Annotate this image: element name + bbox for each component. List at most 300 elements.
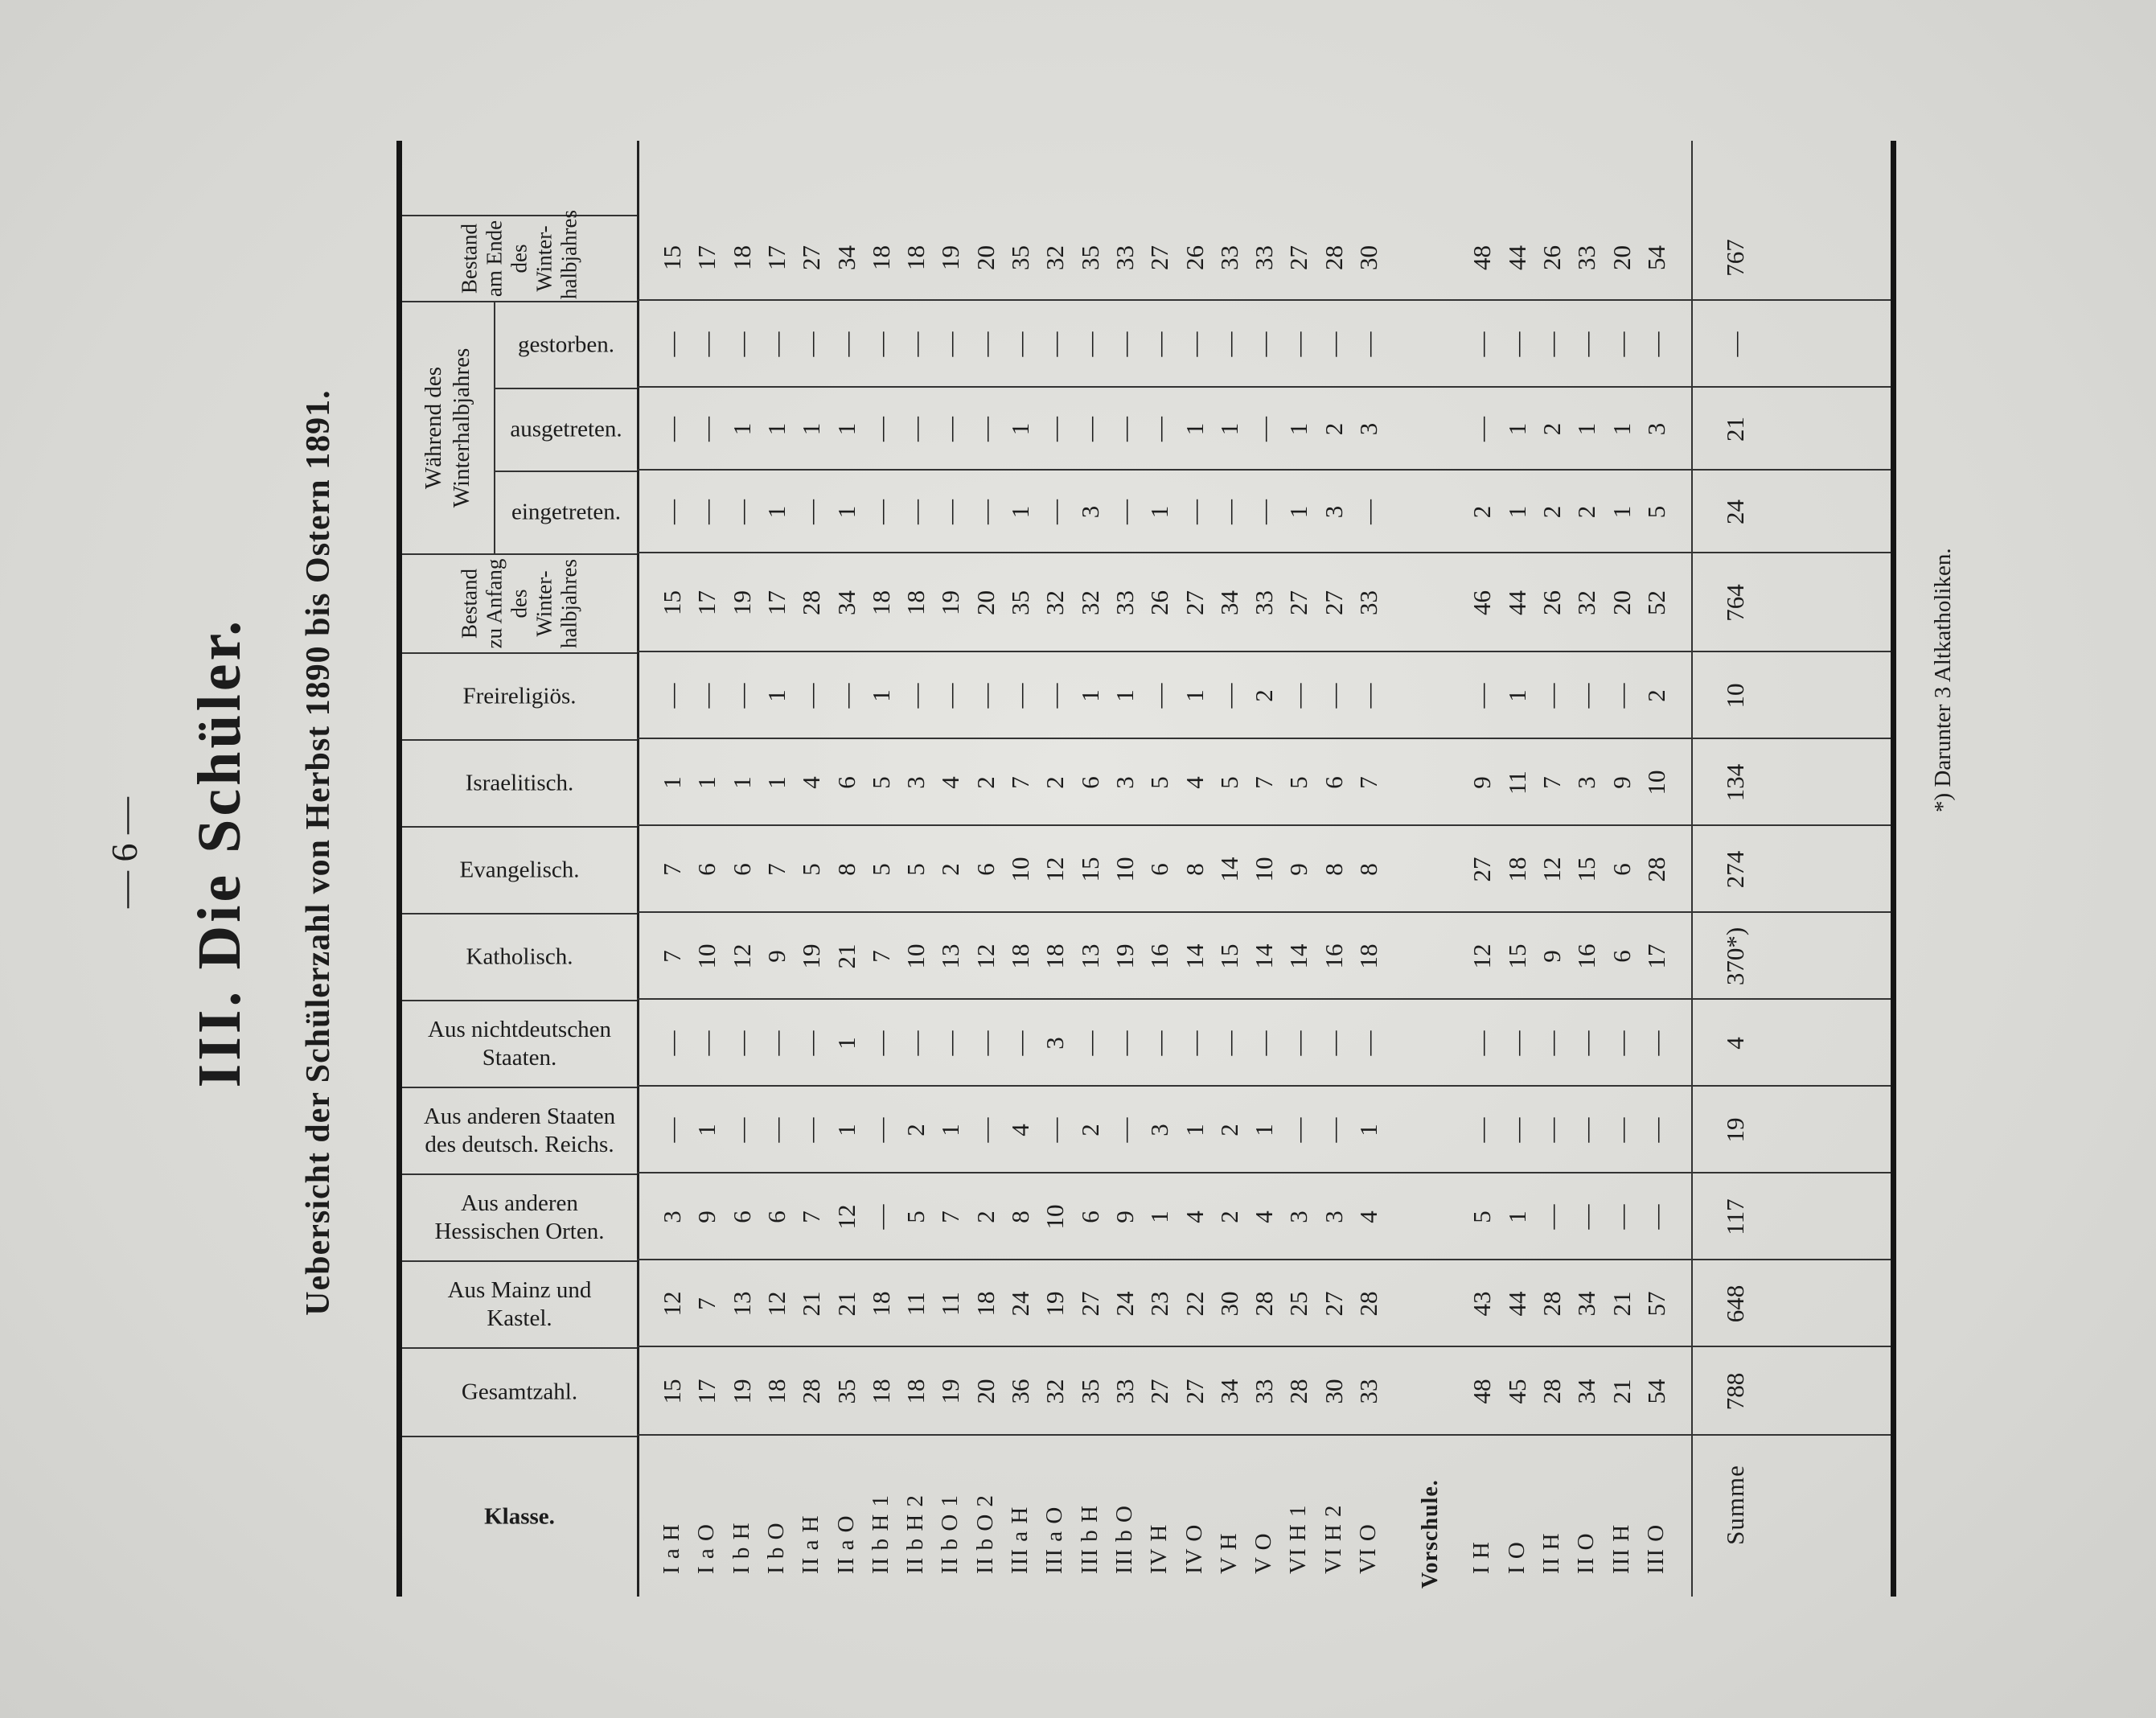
table-row-12-cell: 15 [1075, 857, 1104, 882]
table-row-3-cell: — [762, 1030, 791, 1056]
table-row-2-cell: — [727, 331, 756, 357]
summe-cell: 24 [1721, 499, 1750, 524]
table-row-19-cell: 30 [1319, 1379, 1348, 1404]
vorschule-row-3-cell: — [1572, 331, 1601, 357]
page-number: — 6 — [104, 797, 145, 908]
table-row-16-cell: 34 [1214, 590, 1243, 615]
table-subtitle: Uebersicht der Schülerzahl von Herbst 1890 bis Ostern 1891. [300, 389, 337, 1316]
table-row-9-cell: 6 [971, 863, 1000, 876]
vorschule-row-0-cell: 48 [1468, 245, 1497, 270]
table-row-20-cell: VI O [1355, 1523, 1381, 1574]
table-row-6-cell: — [866, 1030, 895, 1056]
table-row-7-cell: — [901, 417, 930, 442]
vorschule-row-0-cell: 12 [1468, 943, 1497, 969]
table-row-17-cell: 33 [1250, 590, 1279, 615]
table-row-6-cell: 7 [866, 950, 895, 963]
table-row-2-cell: 18 [727, 245, 756, 270]
header-bestand_ende [402, 210, 637, 301]
table-row-6-cell: 18 [866, 245, 895, 270]
table-row-3-cell: 9 [762, 950, 791, 963]
table-row-13-cell: III b O [1111, 1505, 1137, 1574]
table-row-0-cell: 3 [658, 1210, 686, 1223]
header-label-hessen: Aus anderen Hessischen Orten. [434, 1190, 605, 1244]
table-row-18-cell: VI H 1 [1285, 1504, 1312, 1574]
table-row-5-cell: 12 [832, 1204, 860, 1230]
table-row-18-cell: 14 [1284, 943, 1313, 969]
vorschule-row-2-cell: 7 [1537, 776, 1566, 789]
table-row-11-cell: 10 [1041, 1204, 1070, 1230]
table-row-4-cell: 1 [797, 422, 826, 436]
header-label-ausgetreten: ausgetreten. [510, 417, 622, 442]
table-row-12-cell: 3 [1075, 505, 1104, 519]
vorschule-row-5-cell: 2 [1641, 689, 1670, 702]
table-row-7-cell: — [901, 499, 930, 524]
vorschule-row-1-cell: 15 [1502, 943, 1531, 969]
table-row-14-cell: 1 [1145, 505, 1174, 519]
table-row-9-cell: — [971, 683, 1000, 709]
table-row-1-cell: 17 [692, 1379, 721, 1404]
vorschule-row-5-cell: 54 [1641, 1379, 1670, 1404]
summe-cell: — [1721, 331, 1750, 357]
vorschule-row-1-cell: 44 [1502, 590, 1531, 615]
table-row-15-cell: 22 [1180, 1291, 1209, 1317]
table-row-7-cell: 11 [901, 1292, 930, 1316]
table-row-3-cell: — [762, 1117, 791, 1143]
table-row-11-cell: 32 [1041, 245, 1070, 270]
table-row-5-cell: — [832, 683, 860, 709]
table-row-6-cell: — [866, 1204, 895, 1230]
table-row-17-cell: 4 [1250, 1210, 1279, 1223]
table-row-6-cell: — [866, 499, 895, 524]
vorschule-row-0-cell: 27 [1468, 857, 1497, 882]
table-row-7-cell: 2 [901, 1124, 930, 1136]
summe-cell: 19 [1721, 1117, 1750, 1143]
table-row-10-cell: 7 [1006, 776, 1034, 789]
table-row-15-cell: 4 [1180, 776, 1209, 789]
table-row-5-cell: 1 [832, 1037, 860, 1050]
table-row-13-cell: 33 [1110, 245, 1139, 270]
table-row-0-cell: 15 [658, 245, 686, 270]
table-row-17-cell: — [1250, 499, 1279, 524]
table-row-16-cell: — [1214, 331, 1243, 357]
summe-cell: 10 [1721, 683, 1750, 709]
table-row-12-cell: 13 [1075, 943, 1104, 969]
table-row-7-cell: 18 [901, 245, 930, 270]
summe-cell: 788 [1721, 1372, 1750, 1411]
table-row-10-cell: 18 [1006, 943, 1034, 969]
table-row-11-cell: 32 [1041, 590, 1070, 615]
vorschule-row-0-cell: — [1468, 331, 1497, 357]
table-row-18-cell: — [1284, 1030, 1313, 1056]
table-row-16-cell: 30 [1214, 1291, 1243, 1317]
vorschule-row-5-cell: 5 [1641, 505, 1670, 519]
table-row-16-cell: 34 [1214, 1379, 1243, 1404]
table-row-13-cell: — [1110, 417, 1139, 442]
table-row-11-cell: 32 [1041, 1379, 1070, 1404]
table-row-8-cell: 7 [936, 1210, 965, 1223]
vorschule-row-0-cell: — [1468, 1117, 1497, 1143]
table-row-6-cell: 18 [866, 590, 895, 615]
table-row-14-cell: IV H [1146, 1523, 1172, 1574]
vorschule-row-0-cell: 48 [1468, 1379, 1497, 1404]
vorschule-row-4-cell: — [1607, 331, 1636, 357]
table-row-1-cell: 9 [692, 1210, 721, 1223]
table-row-2-cell: 19 [727, 590, 756, 615]
table-row-4-cell: 7 [797, 1210, 826, 1223]
table-row-15-cell: 1 [1180, 689, 1209, 702]
table-row-8-cell: — [936, 1030, 965, 1056]
vorschule-row-1-cell: — [1502, 1117, 1531, 1143]
table-row-10-cell: 1 [1006, 422, 1034, 436]
header-gesamtzahl [402, 1347, 637, 1436]
vorschule-row-0-cell: 46 [1468, 590, 1497, 615]
table-row-8-cell: — [936, 417, 965, 442]
table-row-15-cell: — [1180, 499, 1209, 524]
header-evangelisch [402, 826, 637, 913]
table-row-19-cell: 27 [1319, 1291, 1348, 1317]
header-label-ausland: Aus nichtdeutschen Staaten. [428, 1017, 611, 1071]
table-row-19-cell: 27 [1319, 590, 1348, 615]
table-row-1-cell: I a O [693, 1523, 720, 1574]
table-row-0-cell: 7 [658, 950, 686, 963]
table-row-4-cell: — [797, 331, 826, 357]
table-row-6-cell: — [866, 331, 895, 357]
table-row-2-cell: 19 [727, 1379, 756, 1404]
table-row-2-cell: — [727, 683, 756, 709]
table-row-1-cell: 7 [692, 1297, 721, 1310]
vorschule-row-2-cell: 26 [1537, 590, 1566, 615]
summe-cell: 21 [1721, 417, 1750, 442]
vorschule-row-3-cell: 1 [1572, 422, 1601, 436]
table-row-13-cell: 19 [1110, 943, 1139, 969]
table-row-14-cell: 3 [1145, 1124, 1174, 1136]
table-row-0-cell: — [658, 1030, 686, 1056]
table-row-5-cell: 21 [832, 1291, 860, 1317]
table-row-4-cell: II a H [798, 1515, 824, 1574]
table-row-9-cell: — [971, 499, 1000, 524]
table-row-5-cell: 6 [832, 776, 860, 789]
table-row-1-cell: 1 [692, 1124, 721, 1136]
table-row-7-cell: 3 [901, 776, 930, 789]
table-row-11-cell: — [1041, 683, 1070, 709]
vorschule-row-1-cell: 1 [1502, 505, 1531, 519]
vorschule-row-4-cell: 1 [1607, 422, 1636, 436]
vorschule-row-1-cell: I O [1503, 1541, 1530, 1574]
vorschule-row-1-cell: 11 [1502, 771, 1531, 795]
table-row-19-cell: 28 [1319, 245, 1348, 270]
vorschule-row-0-cell: 2 [1468, 505, 1497, 519]
table-row-14-cell: 26 [1145, 590, 1174, 615]
vorschule-row-2-cell: — [1537, 1117, 1566, 1143]
table-row-16-cell: 14 [1214, 857, 1243, 882]
table-row-15-cell: — [1180, 331, 1209, 357]
table-row-8-cell: — [936, 683, 965, 709]
table-row-0-cell: 1 [658, 776, 686, 789]
table-row-15-cell: IV O [1181, 1523, 1207, 1574]
table-row-5-cell: 8 [832, 863, 860, 876]
header-freireligioes [402, 652, 637, 739]
vorschule-row-3-cell: 34 [1572, 1291, 1601, 1317]
table-row-9-cell: 20 [971, 245, 1000, 270]
table-row-8-cell: 19 [936, 1379, 965, 1404]
table-row-20-cell: 1 [1354, 1124, 1382, 1136]
vorschule-row-4-cell: 21 [1607, 1291, 1636, 1317]
vorschule-row-3-cell: 2 [1572, 505, 1601, 519]
table-row-20-cell: 8 [1354, 863, 1382, 876]
table-row-10-cell: 8 [1006, 1210, 1034, 1223]
vorschule-row-1-cell: 18 [1502, 857, 1531, 882]
vorschule-row-4-cell: III H [1608, 1523, 1634, 1574]
table-row-7-cell: — [901, 1030, 930, 1056]
table-row-18-cell: — [1284, 1117, 1313, 1143]
vorschule-row-2-cell: 28 [1537, 1379, 1566, 1404]
table-row-19-cell: — [1319, 331, 1348, 357]
table-row-19-cell: VI H 2 [1320, 1504, 1346, 1574]
vorschule-row-5-cell: — [1641, 331, 1670, 357]
table-row-19-cell: — [1319, 1030, 1348, 1056]
table-row-12-cell: 1 [1075, 689, 1104, 702]
header-label-gesamtzahl: Gesamtzahl. [461, 1379, 578, 1405]
table-row-4-cell: 21 [797, 1291, 826, 1317]
table-row-14-cell: — [1145, 683, 1174, 709]
vorschule-row-5-cell: — [1641, 1030, 1670, 1056]
table-row-11-cell: III a O [1041, 1506, 1068, 1574]
table-row-0-cell: — [658, 1117, 686, 1143]
vorschule-row-3-cell: 15 [1572, 857, 1601, 882]
table-row-4-cell: — [797, 1117, 826, 1143]
summe-cell: 370*) [1721, 927, 1750, 986]
table-row-19-cell: 3 [1319, 1210, 1348, 1223]
table-row-16-cell: 15 [1214, 943, 1243, 969]
header-katholisch [402, 913, 637, 1000]
page-title: III. Die Schüler. [186, 617, 253, 1088]
header-eingetreten [495, 471, 637, 553]
header-label-evangelisch: Evangelisch. [459, 857, 580, 883]
table-row-5-cell: 35 [832, 1379, 860, 1404]
header-hessen [402, 1173, 637, 1260]
table-row-11-cell: — [1041, 499, 1070, 524]
table-row-18-cell: 3 [1284, 1210, 1313, 1223]
table-row-7-cell: 5 [901, 863, 930, 876]
vorschule-row-2-cell: 12 [1537, 857, 1566, 882]
table-row-3-cell: 18 [762, 1379, 791, 1404]
table-row-1-cell: 6 [692, 863, 721, 876]
vorschule-row-4-cell: — [1607, 1030, 1636, 1056]
table-row-13-cell: 1 [1110, 689, 1139, 702]
table-row-12-cell: 27 [1075, 1291, 1104, 1317]
table-row-3-cell: 1 [762, 422, 791, 436]
vorschule-row-5-cell: 3 [1641, 422, 1670, 436]
vorschule-row-2-cell: 2 [1537, 505, 1566, 519]
table-row-18-cell: 1 [1284, 422, 1313, 436]
vorschule-row-2-cell: — [1537, 1204, 1566, 1230]
table-row-19-cell: 2 [1319, 422, 1348, 436]
table-row-0-cell: — [658, 683, 686, 709]
header-gestorben [495, 301, 637, 388]
table-row-4-cell: 4 [797, 776, 826, 789]
header-group-waehrend [402, 301, 495, 553]
table-row-11-cell: 12 [1041, 857, 1070, 882]
table-row-4-cell: 28 [797, 590, 826, 615]
table-row-18-cell: 5 [1284, 776, 1313, 789]
table-row-7-cell: II b H 2 [902, 1494, 929, 1574]
table-row-9-cell: — [971, 1117, 1000, 1143]
header-label-bestand_ende: Bestand am Ende des Winter-halbjahres [457, 210, 581, 299]
header-label-freireligioes: Freireligiös. [462, 683, 577, 709]
vorschule-row-1-cell: 45 [1502, 1379, 1531, 1404]
student-statistics-table [396, 141, 1896, 1597]
table-row-16-cell: 33 [1214, 245, 1243, 270]
table-row-14-cell: — [1145, 1030, 1174, 1056]
table-row-2-cell: 1 [727, 776, 756, 789]
table-row-5-cell: 34 [832, 590, 860, 615]
header-ausland [402, 1000, 637, 1087]
vorschule-row-3-cell: 34 [1572, 1379, 1601, 1404]
table-row-14-cell: 16 [1145, 943, 1174, 969]
vorschule-row-3-cell: — [1572, 1117, 1601, 1143]
table-row-13-cell: 3 [1110, 776, 1139, 789]
table-row-14-cell: 6 [1145, 863, 1174, 876]
table-row-16-cell: — [1214, 499, 1243, 524]
header-label-israelitisch: Israelitisch. [465, 770, 574, 796]
table-row-2-cell: — [727, 499, 756, 524]
table-row-9-cell: 18 [971, 1291, 1000, 1317]
table-row-17-cell: 33 [1250, 1379, 1279, 1404]
table-row-18-cell: 27 [1284, 590, 1313, 615]
table-row-20-cell: — [1354, 331, 1382, 357]
vorschule-row-4-cell: 20 [1607, 590, 1636, 615]
table-row-6-cell: — [866, 1117, 895, 1143]
table-row-6-cell: 18 [866, 1291, 895, 1317]
header-israelitisch [402, 739, 637, 826]
table-row-17-cell: 33 [1250, 245, 1279, 270]
table-row-8-cell: II b O 1 [937, 1494, 963, 1574]
table-row-20-cell: 3 [1354, 422, 1382, 436]
table-row-10-cell: 35 [1006, 245, 1034, 270]
vorschule-row-4-cell: 6 [1607, 950, 1636, 963]
table-row-20-cell: — [1354, 1030, 1382, 1056]
vorschule-row-3-cell: — [1572, 683, 1601, 709]
table-row-12-cell: — [1075, 417, 1104, 442]
table-row-6-cell: 18 [866, 1379, 895, 1404]
table-row-3-cell: 1 [762, 689, 791, 702]
table-row-13-cell: 10 [1110, 857, 1139, 882]
table-row-5-cell: 1 [832, 422, 860, 436]
vorschule-row-2-cell: 9 [1537, 950, 1566, 963]
table-row-10-cell: — [1006, 331, 1034, 357]
table-row-20-cell: 33 [1354, 590, 1382, 615]
table-row-3-cell: 6 [762, 1210, 791, 1223]
table-row-6-cell: 5 [866, 863, 895, 876]
table-row-15-cell: 4 [1180, 1210, 1209, 1223]
header-reich [402, 1087, 637, 1173]
table-row-1-cell: 1 [692, 776, 721, 789]
summe-cell: 117 [1721, 1198, 1750, 1235]
table-row-12-cell: 6 [1075, 1210, 1104, 1223]
table-row-16-cell: — [1214, 683, 1243, 709]
table-row-2-cell: 1 [727, 422, 756, 436]
header-label-katholisch: Katholisch. [466, 943, 573, 970]
table-row-2-cell: 12 [727, 943, 756, 969]
table-row-1-cell: — [692, 1030, 721, 1056]
table-row-20-cell: 30 [1354, 245, 1382, 270]
table-row-12-cell: — [1075, 1030, 1104, 1056]
vorschule-row-2-cell: — [1537, 1030, 1566, 1056]
table-row-19-cell: 6 [1319, 776, 1348, 789]
table-row-18-cell: 25 [1284, 1291, 1313, 1317]
table-row-17-cell: V O [1250, 1532, 1277, 1574]
table-row-11-cell: — [1041, 331, 1070, 357]
table-row-12-cell: 6 [1075, 776, 1104, 789]
header-mainz [402, 1260, 637, 1347]
vorschule-row-5-cell: — [1641, 1117, 1670, 1143]
table-row-8-cell: 1 [936, 1124, 965, 1136]
table-row-10-cell: — [1006, 683, 1034, 709]
footnote: *) Darunter 3 Altkatholiken. [1930, 548, 1956, 812]
table-row-15-cell: 27 [1180, 590, 1209, 615]
table-row-3-cell: — [762, 331, 791, 357]
table-row-13-cell: — [1110, 1030, 1139, 1056]
table-row-14-cell: 23 [1145, 1291, 1174, 1317]
summe-cell: 764 [1721, 584, 1750, 622]
table-row-15-cell: 1 [1180, 1124, 1209, 1136]
table-row-1-cell: — [692, 331, 721, 357]
header-label-klasse: Klasse. [484, 1503, 555, 1530]
table-row-7-cell: — [901, 331, 930, 357]
table-row-14-cell: 1 [1145, 1210, 1174, 1223]
table-row-6-cell: 5 [866, 776, 895, 789]
vorschule-row-0-cell: 9 [1468, 776, 1497, 789]
table-row-16-cell: 2 [1214, 1124, 1243, 1136]
table-row-6-cell: — [866, 417, 895, 442]
table-row-9-cell: 20 [971, 1379, 1000, 1404]
table-row-18-cell: — [1284, 683, 1313, 709]
vorschule-row-4-cell: — [1607, 1117, 1636, 1143]
table-row-20-cell: — [1354, 683, 1382, 709]
table-row-15-cell: 26 [1180, 245, 1209, 270]
table-row-3-cell: 7 [762, 863, 791, 876]
summe-cell: 767 [1721, 239, 1750, 277]
table-row-10-cell: 1 [1006, 505, 1034, 519]
table-row-2-cell: I b H [728, 1522, 754, 1574]
table-row-2-cell: 13 [727, 1291, 756, 1317]
table-row-15-cell: 1 [1180, 422, 1209, 436]
table-row-5-cell: II a O [832, 1515, 859, 1574]
vorschule-row-0-cell: — [1468, 1030, 1497, 1056]
table-row-9-cell: — [971, 417, 1000, 442]
table-row-3-cell: 1 [762, 505, 791, 519]
table-row-13-cell: — [1110, 1117, 1139, 1143]
table-row-9-cell: 20 [971, 590, 1000, 615]
table-row-7-cell: — [901, 683, 930, 709]
summe-cell: Summe [1721, 1465, 1750, 1545]
vorschule-row-0-cell: — [1468, 683, 1497, 709]
vorschule-row-4-cell: 21 [1607, 1379, 1636, 1404]
vorschule-row-2-cell: 28 [1537, 1291, 1566, 1317]
table-row-13-cell: 33 [1110, 1379, 1139, 1404]
table-row-20-cell: — [1354, 499, 1382, 524]
table-row-9-cell: 2 [971, 1210, 1000, 1223]
vorschule-row-3-cell: II O [1573, 1532, 1600, 1574]
vorschule-row-4-cell: 20 [1607, 245, 1636, 270]
table-row-9-cell: II b O 2 [971, 1494, 998, 1574]
table-row-1-cell: — [692, 683, 721, 709]
vorschule-row-1-cell: 1 [1502, 1210, 1531, 1223]
table-row-15-cell: 14 [1180, 943, 1209, 969]
table-row-5-cell: 1 [832, 1124, 860, 1136]
table-row-16-cell: V H [1215, 1532, 1242, 1574]
vorschule-row-0-cell: I H [1468, 1541, 1495, 1574]
